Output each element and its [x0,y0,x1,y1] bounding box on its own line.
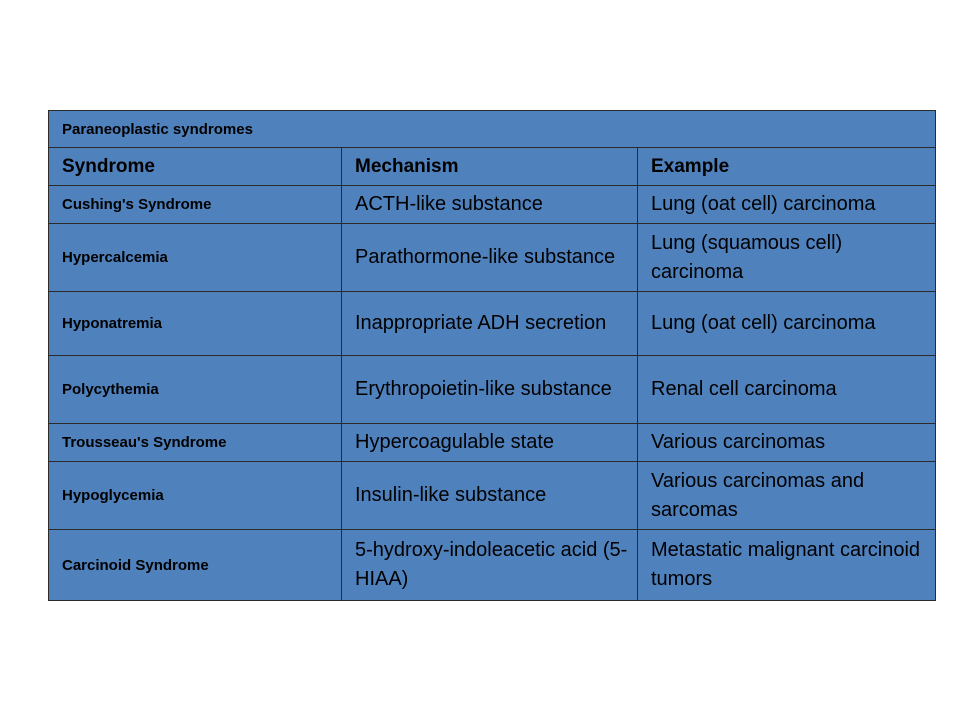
header-mechanism: Mechanism [342,148,638,186]
table-title-row [49,111,936,148]
table-row [49,356,936,424]
table-row [49,292,936,356]
table-row [49,462,936,530]
mechanism-cell: Hypercoagulable state [342,424,638,462]
paraneoplastic-syndromes-table [48,110,936,601]
example-cell: Various carcinomas [638,424,936,462]
syndrome-cell: Hypoglycemia [49,462,342,530]
syndrome-cell: Polycythemia [49,356,342,424]
mechanism-cell: Erythropoietin-like substance [342,356,638,424]
syndrome-cell: Cushing's Syndrome [49,186,342,224]
table-row [49,186,936,224]
table-row [49,424,936,462]
example-cell: Lung (oat cell) carcinoma [638,186,936,224]
table-title: Paraneoplastic syndromes [49,111,936,148]
syndrome-cell: Carcinoid Syndrome [49,530,342,601]
mechanism-cell: Parathormone-like substance [342,224,638,292]
example-cell: Metastatic malignant carcinoid tumors [638,530,936,601]
mechanism-cell: Inappropriate ADH secretion [342,292,638,356]
table-row [49,224,936,292]
example-cell: Various carcinomas and sarcomas [638,462,936,530]
table-header-row [49,148,936,186]
header-example: Example [638,148,936,186]
syndrome-cell: Hyponatremia [49,292,342,356]
example-cell: Lung (squamous cell) carcinoma [638,224,936,292]
header-syndrome: Syndrome [49,148,342,186]
table-row [49,530,936,601]
mechanism-cell: ACTH-like substance [342,186,638,224]
example-cell: Renal cell carcinoma [638,356,936,424]
mechanism-cell: Insulin-like substance [342,462,638,530]
example-cell: Lung (oat cell) carcinoma [638,292,936,356]
mechanism-cell: 5-hydroxy-indoleacetic acid (5-HIAA) [342,530,638,601]
syndrome-cell: Hypercalcemia [49,224,342,292]
syndrome-cell: Trousseau's Syndrome [49,424,342,462]
